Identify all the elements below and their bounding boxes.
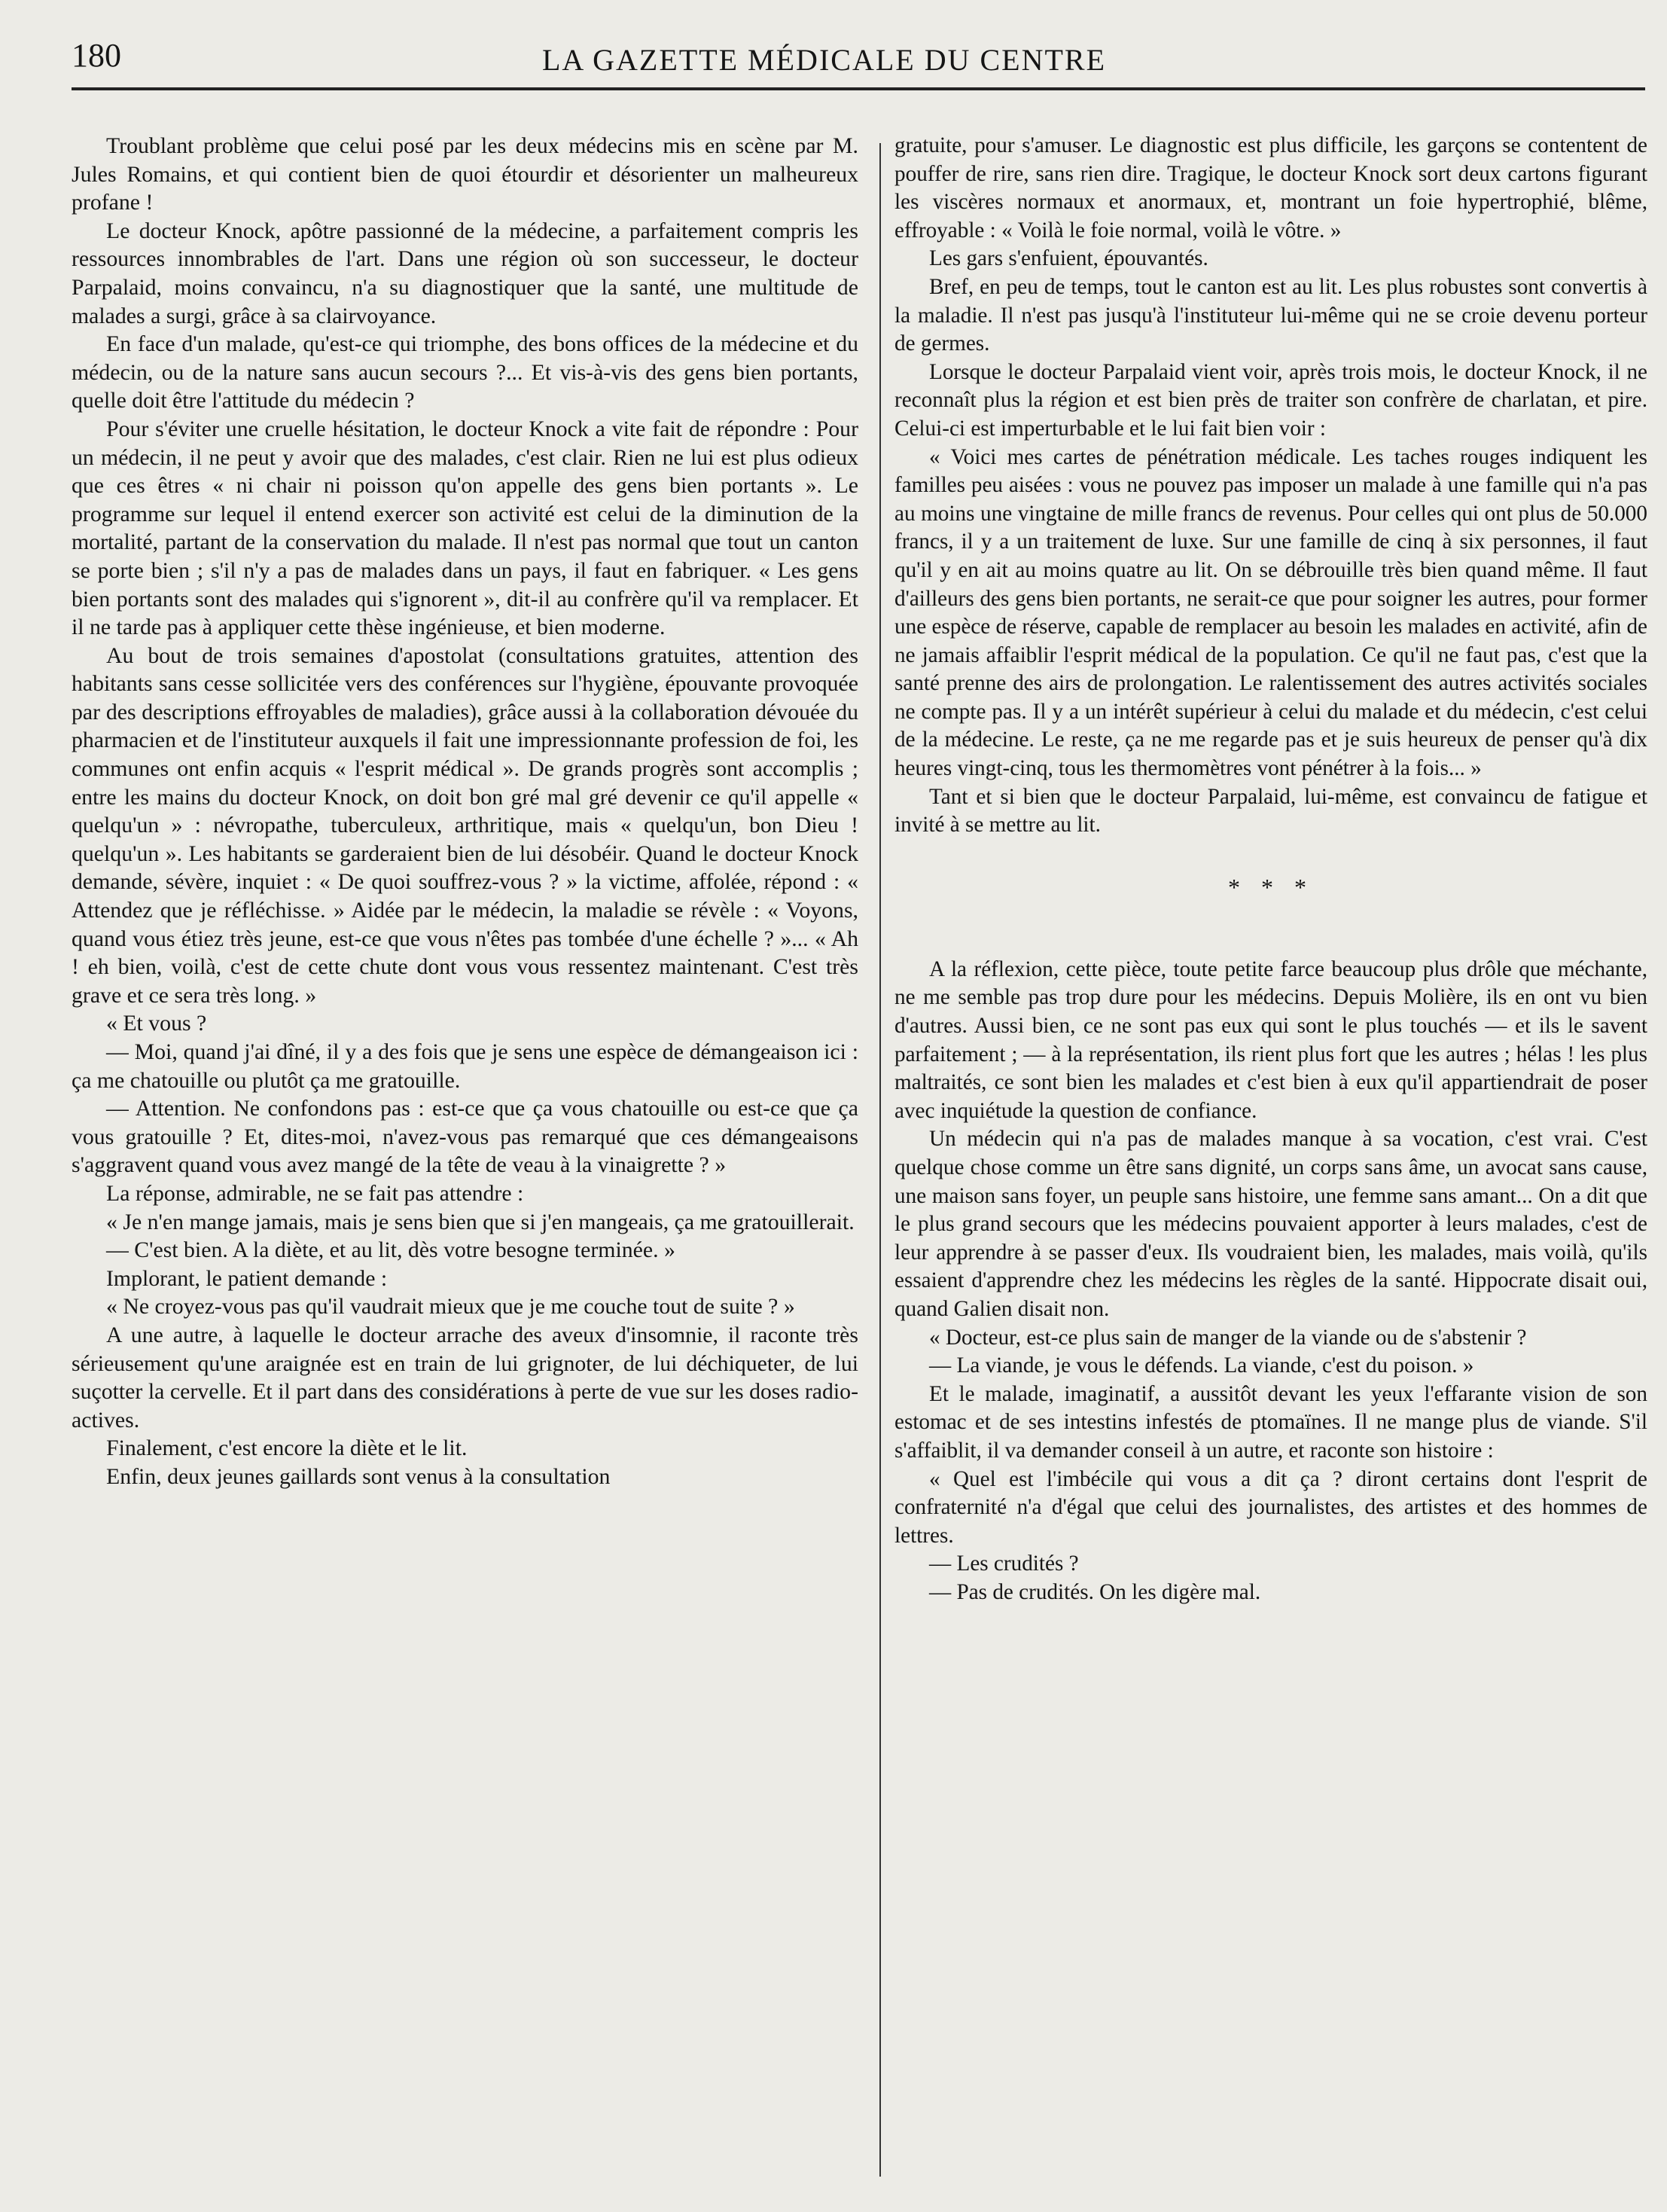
page-header — [72, 32, 1645, 92]
paragraph: « Voici mes cartes de pénétration médicale. Les taches rouges indiquent les familles peu aisées : vous ne pouvez pas imposer un malade à une famille qui n'a pas au moins une vingtaine de mille francs de revenus. Pour celles qui ont plus de 50.000 francs, il y a un traitement de luxe. Sur une famille de cinq à six personnes, il faut qu'il y en ait au moins quatre au lit. On se débrouille très bien quand même. Il faut d'ailleurs des gens bien portants, ne serait-ce que pour soigner les autres, pour former une espèce de réserve, capable de remplacer au besoin les malades en activité, afin de ne jamais affaiblir l'esprit médical de la population. Ce qu'il ne faut pas, c'est que la santé prenne des airs de prolongation. Le ralentissement des autres activités sociales ne compte pas. Il y a un intérêt supérieur à celui du malade et du médecin, c'est celui de la médecine. Le reste, ça ne me regarde pas et je suis heureux de penser qu'à dix heures vingt-cinq, tous les thermomètres vont pénétrer à la fois... » — [894, 444, 1647, 781]
page-number: 180 — [72, 37, 121, 74]
paragraph: Au bout de trois semaines d'apostolat (consultations gratuites, attention des habitants sans cesse sollicitée vers des conférences sur l'hygiène, épouvante provoquée par des descriptions effroyables de maladies), grâce aussi à la collaboration dévouée du pharmacien et de l'instituteur auxquels il fait une impressionnante profession de foi, les communes ont enfin acquis « l'esprit médical ». De grands progrès sont accomplis ; entre les mains du docteur Knock, on doit bon gré mal gré devenir ce qu'il appelle « quelqu'un » : névropathe, tuberculeux, arthritique, mais « quelqu'un, bon Dieu ! quelqu'un ». Les habitants se garderaient bien de lui désobéir. Quand le docteur Knock demande, sévère, inquiet : « De quoi souffrez-vous ? » la victime, affolée, répond : « Attendez que je réfléchisse. » Aidée par le médecin, la maladie se révèle : « Voyons, quand vous étiez très jeune, est-ce que vous n'êtes pas tombée d'une échelle ? »... « Ah ! eh bien, voilà, c'est de cette chute dont vous vous ressentez maintenant. C'est très grave et ce sera très long. » — [72, 642, 858, 1008]
paragraph: La réponse, admirable, ne se fait pas attendre : — [106, 1180, 524, 1206]
paragraph: Le docteur Knock, apôtre passionné de la médecine, a parfaitement compris les ressources innombrables de l'art. Dans une région où son successeur, le docteur Parpalaid, moins convaincu, n'a su diagnostiquer que la santé, une multitude de malades a surgi, grâce à sa clairvoyance. — [72, 218, 858, 328]
header-rule — [72, 87, 1645, 90]
paragraph: A la réflexion, cette pièce, toute petite farce beaucoup plus drôle que méchante, ne me semble pas trop dure pour les médecins. Depuis Molière, ils en ont vu bien d'autres. Aussi bien, ce ne sont pas eux qui sont le plus touchés — et ils le savent parfaitement ; — à la représentation, ils rient plus fort que les autres ; hélas ! les plus maltraités, ce sont bien les malades et c'est bien à eux qu'il appartiendrait de poser avec inquiétude la question de confiance. — [894, 956, 1647, 1123]
paragraph: Tant et si bien que le docteur Parpalaid, lui-même, est convaincu de fatigue et invité à se mettre au lit. — [894, 784, 1647, 838]
paragraph: A une autre, à laquelle le docteur arrache des aveux d'insomnie, il raconte très sérieusement qu'une araignée est en train de lui grignoter, de lui déchiqueter, de lui suçotter la cervelle. Et il part dans des considérations à perte de vue sur les doses radio-actives. — [72, 1322, 858, 1432]
paragraph: Un médecin qui n'a pas de malades manque à sa vocation, c'est vrai. C'est quelque chose comme un être sans dignité, un corps sans âme, un avocat sans cause, une maison sans foyer, un peuple sans histoire, une femme sans amant... On a dit que le plus grand secours que les médecins pouvaient apporter à leurs malades, c'est de leur apprendre à se passer d'eux. Ils voudraient bien, les malades, mais voilà, qu'ils essaient d'apprendre chez les médecins les règles de la santé. Hippocrate disait oui, quand Galien disait non. — [894, 1127, 1647, 1321]
paragraph: Lorsque le docteur Parpalaid vient voir, après trois mois, le docteur Knock, il ne reconnaît plus la région et est bien près de traiter son confrère de charlatan, et pire. Celui-ci est imperturbable et le lui fait bien voir : — [894, 359, 1647, 441]
paragraph: — La viande, je vous le défends. La viande, c'est du poison. » — [929, 1353, 1474, 1378]
paragraph: Pour s'éviter une cruelle hésitation, le docteur Knock a vite fait de répondre : Pour un médecin, il ne peut y avoir que des malades, c'est clair. Rien ne lui est plus odieux que ces êtres « ni chair ni poisson qu'on appelle des gens bien portants ». Le programme sur lequel il entend exercer son activité est celui de la diminution de la mortalité, partant de la conservation du malade. Il n'est pas normal que tout un canton se porte bien ; s'il n'y a pas de malades dans un pays, il faut en fabriquer. « Les gens bien portants sont des malades qui s'ignorent », dit-il au confrère qu'il va remplacer. Et il ne tarde pas à appliquer cette thèse ingénieuse, et bien moderne. — [72, 416, 858, 640]
paragraph: Implorant, le patient demande : — [106, 1265, 388, 1291]
left-column — [72, 132, 858, 1491]
paragraph: — Moi, quand j'ai dîné, il y a des fois que je sens une espèce de démangeaison ici : ça me chatouille ou plutôt ça me gratouille. — [72, 1039, 858, 1093]
paragraph: Finalement, c'est encore la diète et le lit. — [106, 1436, 468, 1461]
paragraph: « Et vous ? — [106, 1011, 207, 1036]
paragraph: — Les crudités ? — [929, 1551, 1079, 1576]
paragraph: « Docteur, est-ce plus sain de manger de la viande ou de s'abstenir ? — [929, 1325, 1527, 1350]
right-column — [894, 132, 1647, 1607]
section-break: * * * — [1228, 873, 1314, 901]
continued-paragraph: gratuite, pour s'amuser. Le diagnostic est plus difficile, les garçons se contentent de pouffer de rire, sans rien dire. Tragique, le docteur Knock sort deux cartons figurant les viscères normaux et anormaux, et, montrant un foie hypertrophié, blême, effroyable : « Voilà le foie normal, voilà le vôtre. » — [894, 133, 1647, 243]
running-title: LA GAZETTE MÉDICALE DU CENTRE — [542, 43, 1107, 77]
paragraph: Bref, en peu de temps, tout le canton est au lit. Les plus robustes sont convertis à la maladie. Il n'est pas jusqu'à l'instituteur lui-même qui ne se croie devenu porteur de germes. — [894, 274, 1647, 356]
paragraph: Et le malade, imaginatif, a aussitôt devant les yeux l'effarante vision de son estomac et de ses intestins infestés de ptomaïnes. Il ne mange plus de viande. S'il s'affaiblit, il va demander conseil à un autre, et raconte son histoire : — [894, 1381, 1647, 1463]
paragraph: Les gars s'enfuient, épouvantés. — [929, 246, 1208, 271]
paragraph: « Je n'en mange jamais, mais je sens bien que si j'en mangeais, ça me gratouillerait. — [106, 1209, 855, 1234]
paragraph: « Ne croyez-vous pas qu'il vaudrait mieux que je me couche tout de suite ? » — [106, 1294, 795, 1320]
paragraph: — C'est bien. A la diète, et au lit, dès votre besogne terminée. » — [106, 1237, 675, 1263]
paragraph: Troublant problème que celui posé par les deux médecins mis en scène par M. Jules Romains, et qui contient bien de quoi étourdir et désorienter un malheureux profane ! — [72, 133, 858, 215]
paragraph: — Attention. Ne confondons pas : est-ce que ça vous chatouille ou est-ce que ça vous gratouille ? Et, dites-moi, n'avez-vous pas remarqué que ces démangeaisons s'aggravent quand vous avez mangé de la tête de veau à la vinaigrette ? » — [72, 1096, 858, 1178]
paragraph: Enfin, deux jeunes gaillards sont venus à la consultation — [106, 1463, 611, 1489]
paragraph: En face d'un malade, qu'est-ce qui triomphe, des bons offices de la médecine et du médecin, ou de la nature sans aucun secours ?... Et vis-à-vis des gens bien portants, quelle doit être l'attitude du médecin ? — [72, 331, 858, 413]
column-divider — [879, 143, 881, 2177]
paragraph: « Quel est l'imbécile qui vous a dit ça ? diront certains dont l'esprit de confraternité n'a d'égal que celui des journalistes, des artistes et des hommes de lettres. — [894, 1466, 1647, 1548]
paragraph: — Pas de crudités. On les digère mal. — [929, 1579, 1261, 1604]
